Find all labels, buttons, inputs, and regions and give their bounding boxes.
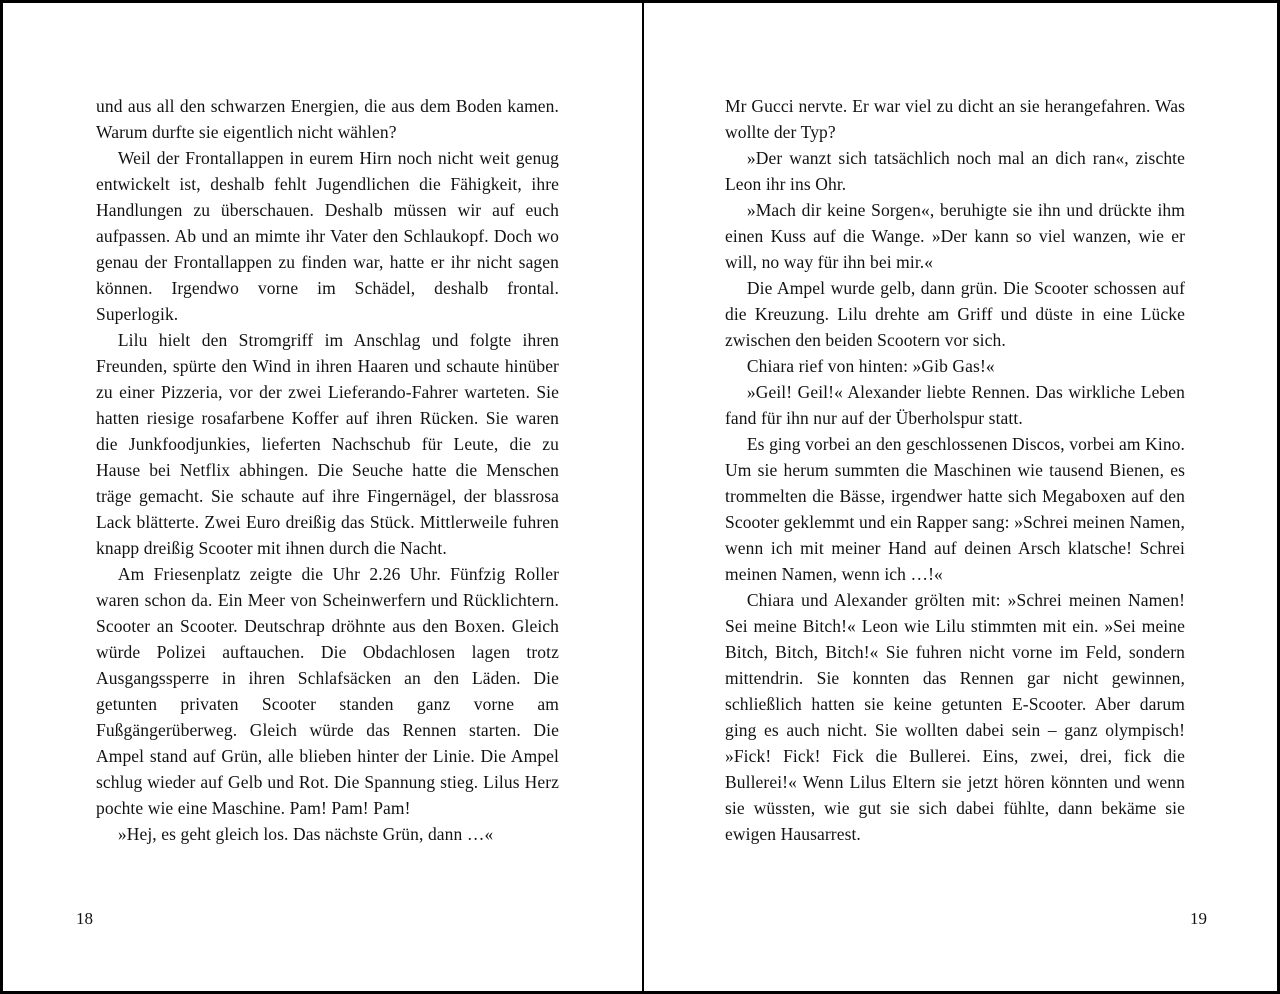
- paragraph: Weil der Frontallappen in eurem Hirn noch nicht weit genug entwickelt ist, deshalb fehlt Jugendlichen die Fähigkeit, ihre Handlungen zu überschauen. Deshalb müssen wir auf euch aufpassen. Ab und an mimte ihr Vater den Schlaukopf. Doch wo genau der Frontallappen zu finden war, hatte er ihr nicht sagen können. Irgendwo vorne im Schädel, deshalb frontal. Superlogik.: [96, 148, 559, 324]
- paragraph: »Geil! Geil!« Alexander liebte Rennen. Das wirkliche Leben fand für ihn nur auf der Überholspur statt.: [725, 382, 1185, 428]
- paragraph: Mr Gucci nervte. Er war viel zu dicht an sie herangefahren. Was wollte der Typ?: [725, 96, 1185, 142]
- paragraph: Chiara und Alexander grölten mit: »Schrei meinen Namen! Sei meine Bitch!« Leon wie Lilu stimmten mit ein. »Sei meine Bitch, Bitch, Bitch!« Sie fuhren nicht vorne im Feld, sondern mittendrin. Sie konnten das Rennen gar nicht gewinnen, schließlich hatten sie keine getunten E-Scooter. Aber darum ging es auch nicht. Sie wollten dabei sein – ganz olympisch! »Fick! Fick! Fick die Bullerei. Eins, zwei, drei, fick die Bullerei!« Wenn Lilus Eltern sie jetzt hören könnten und wenn sie wüssten, wie gut sie sich dabei fühlte, dann bekäme sie ewigen Hausarrest.: [725, 590, 1185, 844]
- right-page: [640, 3, 1277, 991]
- paragraph: Es ging vorbei an den geschlossenen Discos, vorbei am Kino. Um sie herum summten die Maschinen wie tausend Bienen, es trommelten die Bässe, irgendwer hatte sich Megaboxen auf den Scooter geklemmt und ein Rapper sang: »Schrei meinen Namen, wenn ich mit meiner Hand auf deinen Arsch klatsche! Schrei meinen Namen, wenn ich …!«: [725, 434, 1185, 584]
- paragraph: Die Ampel wurde gelb, dann grün. Die Scooter schossen auf die Kreuzung. Lilu drehte am Griff und düste in eine Lücke zwischen den beiden Scootern vor sich.: [725, 278, 1185, 350]
- paragraph: Am Friesenplatz zeigte die Uhr 2.26 Uhr. Fünfzig Roller waren schon da. Ein Meer von Scheinwerfern und Rücklichtern. Scooter an Scooter. Deutschrap dröhnte aus den Boxen. Gleich würde Polizei auftauchen. Die Obdachlosen lagen trotz Ausgangssperre in ihren Schlafsäcken an den Läden. Die getunten privaten Scooter standen ganz vorne am Fußgängerüberweg. Gleich würde das Rennen starten. Die Ampel stand auf Grün, alle blieben hinter der Linie. Die Ampel schlug wieder auf Gelb und Rot. Die Spannung stieg. Lilus Herz pochte wie eine Maschine. Pam! Pam! Pam!: [96, 564, 559, 818]
- paragraph: »Mach dir keine Sorgen«, beruhigte sie ihn und drückte ihm einen Kuss auf die Wange. »Der kann so viel wanzen, wie er will, no way für ihn bei mir.«: [725, 200, 1185, 272]
- left-page: [3, 3, 640, 991]
- paragraph: Chiara rief von hinten: »Gib Gas!«: [746, 356, 995, 376]
- page-gutter-divider: [642, 3, 644, 991]
- left-page-number: 18: [76, 909, 93, 928]
- left-page-text: [96, 93, 559, 847]
- paragraph: »Der wanzt sich tatsächlich noch mal an dich ran«, zischte Leon ihr ins Ohr.: [725, 148, 1185, 194]
- paragraph: Lilu hielt den Stromgriff im Anschlag und folgte ihren Freunden, spürte den Wind in ihren Haaren und schaute hinüber zu einer Pizzeria, vor der zwei Lieferando-Fahrer warteten. Sie hatten riesige rosafarbene Koffer auf ihren Rücken. Sie waren die Junkfoodjunkies, lieferten Nachschub für Leute, die zu Hause bei Netflix abhingen. Die Seuche hatte die Menschen träge gemacht. Sie schaute auf ihre Fingernägel, der blassrosa Lack blätterte. Zwei Euro dreißig das Stück. Mittlerweile fuhren knapp dreißig Scooter mit ihnen durch die Nacht.: [96, 330, 559, 558]
- paragraph: und aus all den schwarzen Energien, die aus dem Boden kamen. Warum durfte sie eigentlich nicht wählen?: [96, 96, 559, 142]
- paragraph: »Hej, es geht gleich los. Das nächste Grün, dann …«: [117, 824, 494, 844]
- right-page-number: 19: [1190, 909, 1207, 928]
- right-page-text: [725, 93, 1185, 847]
